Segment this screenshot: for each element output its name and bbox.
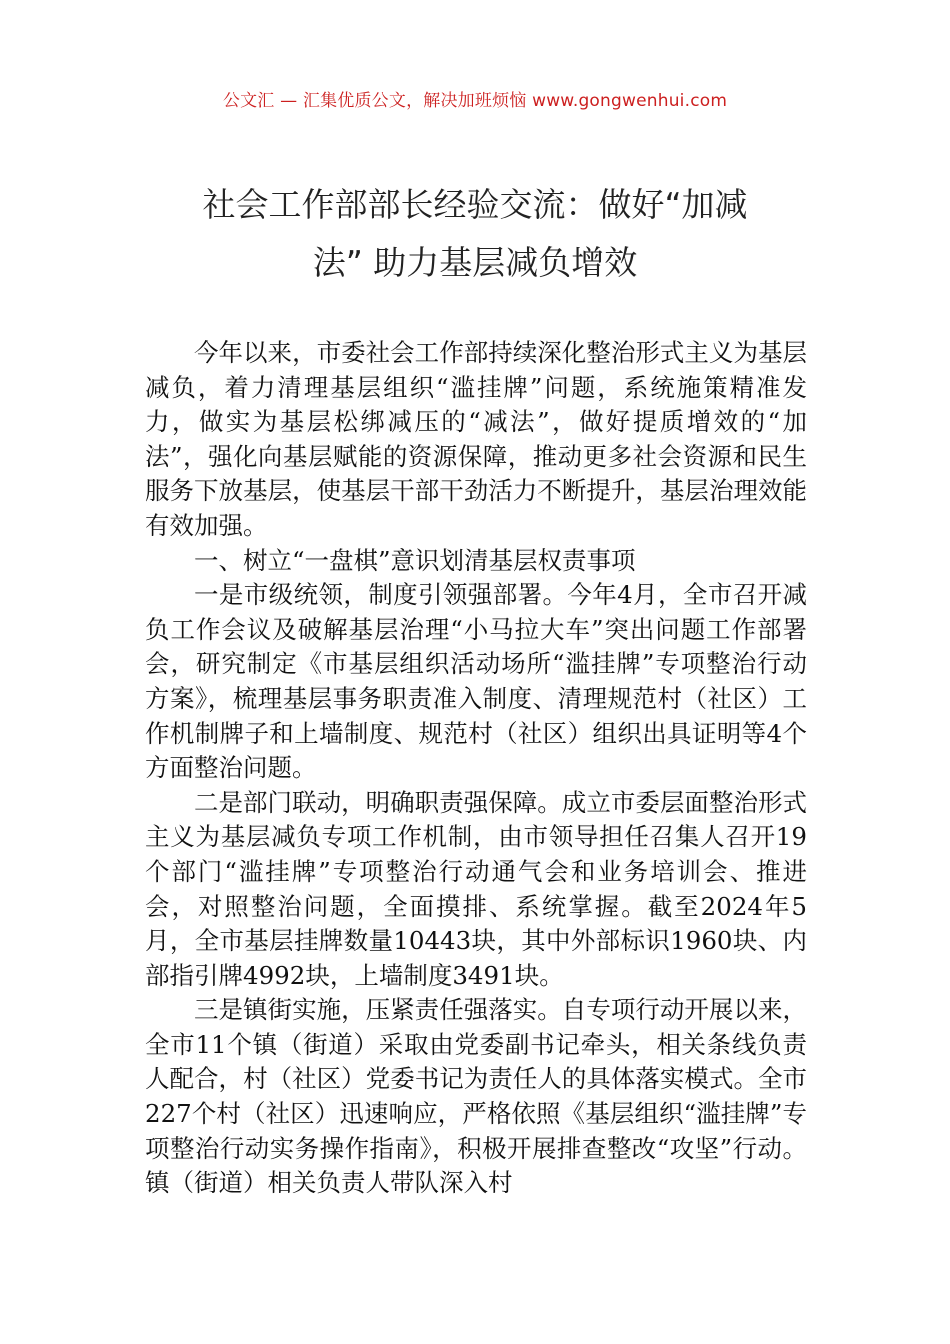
title-line-1: 社会工作部部长经验交流：做好“加减: [202, 185, 748, 224]
section-heading: 一、树立“一盘棋”意识划清基层权责事项: [194, 545, 636, 575]
paragraph: 二是部门联动，明确职责强保障。成立市委层面整治形式主义为基层减负专项工作机制，由市领导担任召集人召开19个部门“滥挂牌”专项整治行动通气会和业务培训会、推进会，对照整治问题，全面摸排、系统掌握。截至2024年5月，全市基层挂牌数量10443块，其中外部标识1960块、内部指引牌4992块，上墙制度3491块。: [145, 787, 807, 990]
paragraph-intro: 今年以来，市委社会工作部持续深化整治形式主义为基层减负，着力清理基层组织“滥挂牌”问题，系统施策精准发力，做实为基层松绑减压的“减法”，做好提质增效的“加法”，强化向基层赋能的资源保障，推动更多社会资源和民生服务下放基层，使基层干部干劲活力不断提升，基层治理效能有效加强。: [145, 338, 807, 540]
document-title: [145, 176, 805, 292]
paragraph: 一是市级统领，制度引领强部署。今年4月，全市召开减负工作会议及破解基层治理“小马拉大车”突出问题工作部署会，研究制定《市基层组织活动场所“滥挂牌”专项整治行动方案》，梳理基层事务职责准入制度、清理规范村（社区）工作机制牌子和上墙制度、规范村（社区）组织出具证明等4个方面整治问题。: [145, 580, 807, 783]
paragraph: 三是镇街实施，压紧责任强落实。自专项行动开展以来，全市11个镇（街道）采取由党委副书记牵头，相关条线负责人配合，村（社区）党委书记为责任人的具体落实模式。全市227个村（社区）迅速响应，严格依照《基层组织“滥挂牌”专项整治行动实务操作指南》，积极开展排查整改“攻坚”行动。镇（街道）相关负责人带队深入村: [145, 995, 807, 1198]
document-body: [145, 336, 807, 1201]
header-banner: 公文汇 — 汇集优质公文，解决加班烦恼 www.gongwenhui.com: [222, 91, 728, 111]
title-line-2: 法” 助力基层减负增效: [312, 243, 638, 282]
